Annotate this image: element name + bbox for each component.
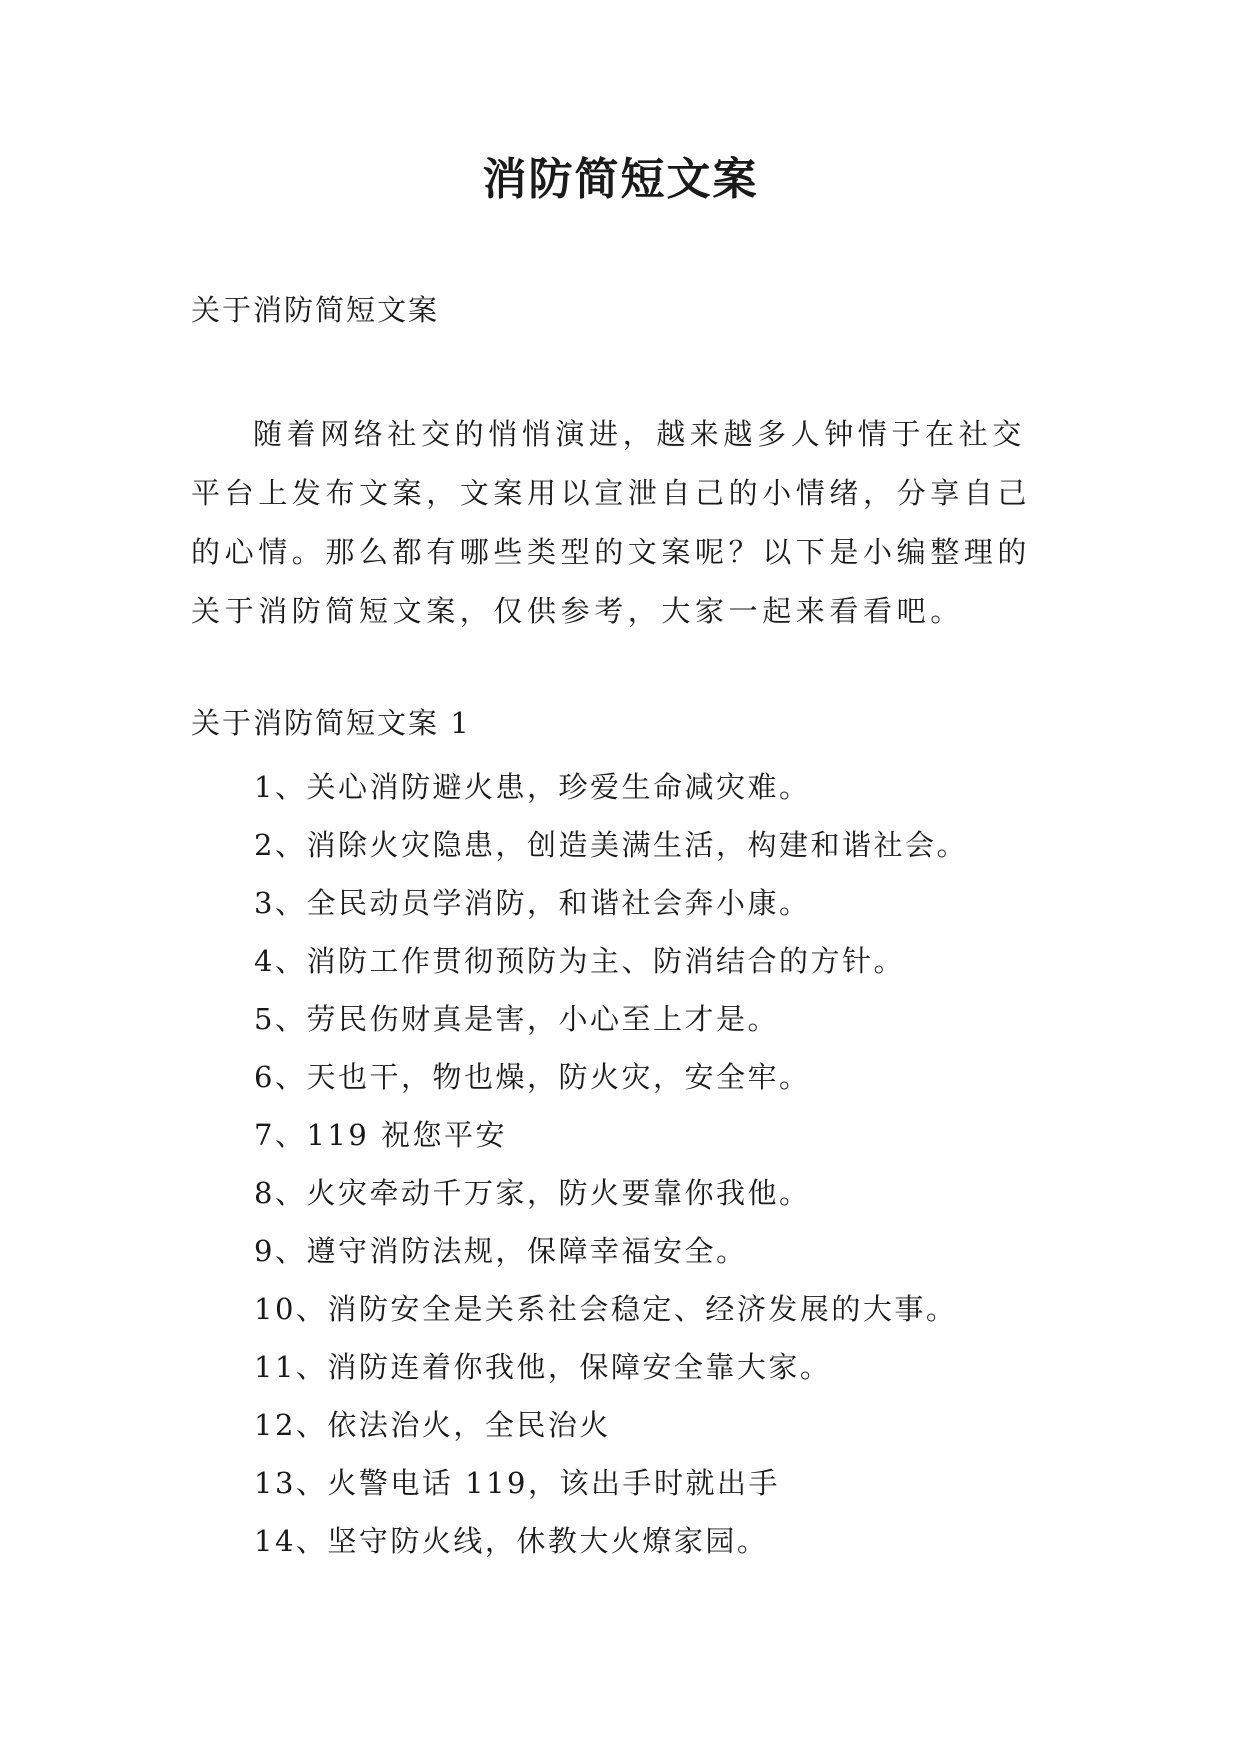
list-item: 6、天也干，物也燥，防火灾，安全牢。 bbox=[254, 1060, 811, 1094]
intro-paragraph: 随着网络社交的悄悄演进，越来越多人钟情于在社交平台上发布文案，文案用以宣泄自己的小情绪，分享自己的心情。那么都有哪些类型的文案呢？以下是小编整理的关于消防简短文案，仅供参考，大家一起来看看吧。 bbox=[191, 417, 1032, 628]
list-item: 12、依法治火，全民治火 bbox=[254, 1408, 611, 1442]
list-item: 3、全民动员学消防，和谐社会奔小康。 bbox=[254, 886, 811, 920]
document-subtitle: 关于消防简短文案 bbox=[191, 293, 440, 327]
section-heading: 关于消防简短文案 1 bbox=[191, 706, 471, 740]
list-item: 1、关心消防避火患，珍爱生命减灾难。 bbox=[254, 770, 811, 804]
list-item: 2、消除火灾隐患，创造美满生活，构建和谐社会。 bbox=[254, 828, 968, 862]
list-item: 8、火灾牵动千万家，防火要靠你我他。 bbox=[254, 1176, 811, 1210]
list-item: 9、遵守消防法规，保障幸福安全。 bbox=[254, 1234, 748, 1268]
list-item: 4、消防工作贯彻预防为主、防消结合的方针。 bbox=[254, 944, 905, 978]
list-item: 5、劳民伤财真是害，小心至上才是。 bbox=[254, 1002, 779, 1036]
list-item: 14、坚守防火线，休教大火燎家园。 bbox=[254, 1524, 769, 1558]
list-item: 10、消防安全是关系社会稳定、经济发展的大事。 bbox=[254, 1292, 958, 1326]
list-item: 11、消防连着你我他，保障安全靠大家。 bbox=[254, 1350, 832, 1384]
slogan-list bbox=[254, 758, 968, 1570]
list-item: 7、119 祝您平安 bbox=[254, 1118, 508, 1152]
document-title: 消防简短文案 bbox=[482, 154, 759, 205]
list-item: 13、火警电话 119，该出手时就出手 bbox=[254, 1466, 780, 1500]
